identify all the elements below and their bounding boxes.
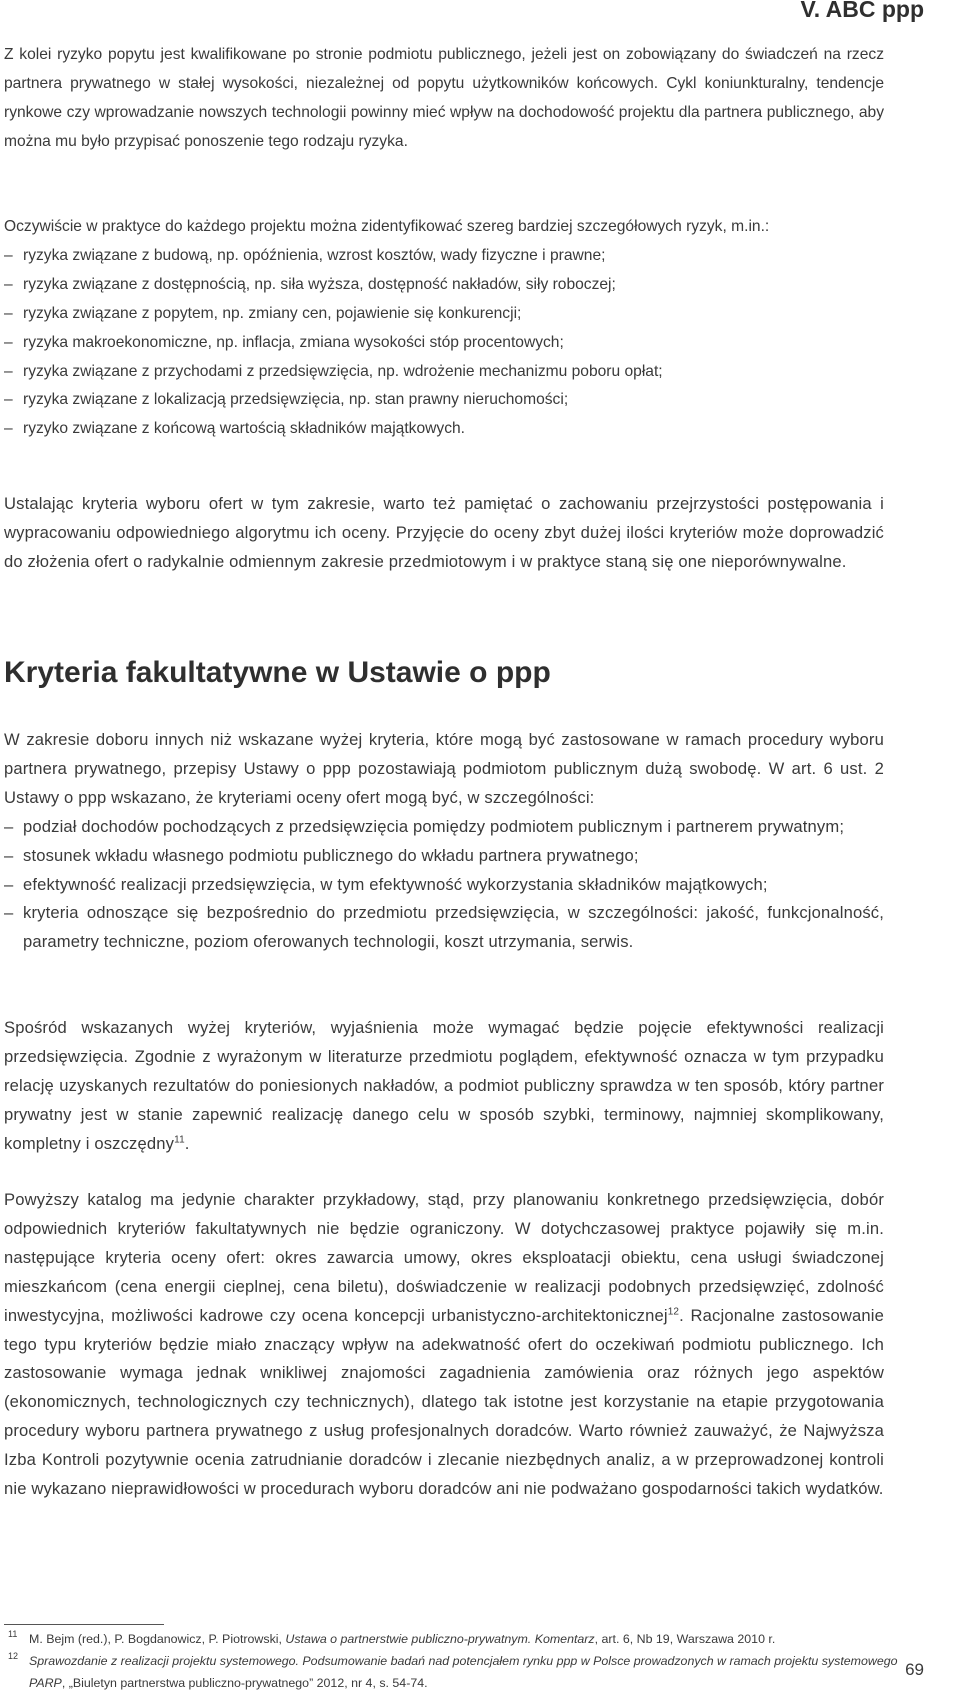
list-item: – ryzyko związane z końcową wartością składników majątkowych. xyxy=(4,420,465,438)
list-item: – podział dochodów pochodzących z przedsięwzięcia pomiędzy podmiotem publicznym i partnerem prywatnym; xyxy=(4,816,845,836)
footnote-ref-11: 11 xyxy=(174,1134,185,1146)
list-item: – ryzyka makroekonomiczne, np. inflacja, zmiana wysokości stóp procentowych; xyxy=(4,333,564,351)
footnote-11: 11 M. Bejm (red.), P. Bogdanowicz, P. Piotrowski, Ustawa o partnerstwie publiczno-prywatnym. Komentarz, art. 6, Nb 19, Warszawa 2010 r. xyxy=(8,1629,776,1646)
risk-list xyxy=(4,242,884,444)
list-item: – stosunek wkładu własnego podmiotu publicznego do wkładu partnera prywatnego; xyxy=(4,845,639,865)
list-item: – ryzyka związane z popytem, np. zmiany cen, pojawienie się konkurencji; xyxy=(4,304,522,322)
paragraph-criteria-transparency xyxy=(4,490,884,577)
paragraph-catalog xyxy=(4,1186,884,1504)
list-item: – kryteria odnoszące się bezpośrednio do przedmiotu przedsięwzięcia, w szczególności: jakość, funkcjonalność, parametry techniczne, poziom oferowanych technologii, koszt utrzymania, serwis. xyxy=(4,903,884,952)
page-number: 69 xyxy=(905,1660,924,1679)
paragraph-text: W zakresie doboru innych niż wskazane wyżej kryteria, które mogą być zastosowane w ramach procedury wyboru partnera prywatnego, przepisy Ustawy o ppp pozostawiają podmiotom publicznym dużą swobodę. W art. 6 ust. 2 Ustawy o ppp wskazano, że kryteriami oceny ofert mogą być, w szczególności: xyxy=(4,730,884,807)
footnote-ref-12: 12 xyxy=(667,1306,680,1318)
list-item: – ryzyka związane z budową, np. opóźnienia, wzrost kosztów, wady fizyczne i prawne; xyxy=(4,246,606,264)
risk-section xyxy=(4,213,884,444)
list-item: – efektywność realizacji przedsięwzięcia, w tym efektywność wykorzystania składników majątkowych; xyxy=(4,874,768,894)
chapter-header: V. ABC ppp xyxy=(800,0,924,22)
paragraph-text: Ustalając kryteria wyboru ofert w tym zakresie, warto też pamiętać o zachowaniu przejrzystości postępowania i wypracowaniu odpowiedniego algorytmu ich oceny. Przyjęcie do oceny zbyt dużej ilości kryteriów może doprowadzić do złożenia ofert o radykalnie odmiennym zakresie przedmiotowym i w praktyce staną się one nieporównywalne. xyxy=(4,494,884,571)
paragraph-text: Powyższy katalog ma jedynie charakter przykładowy, stąd, przy planowaniu konkretnego przedsięwzięcia, dobór odpowiednich kryteriów fakultatywnych nie będzie ograniczony. W dotychczasowej praktyce pojawiły się m.in. następujące kryteria oceny ofert: okres zawarcia umowy, okres eksploatacji obiektu, cena usługi świadczonej mieszkańcom (cena energii cieplnej, cena biletu), doświadczenie w realizacji podobnych przedsięwzięć, zdolność inwestycyjna, możliwości kadrowe czy ocena koncepcji urbanistyczno-architektonicznej$^{12}$. Racjonalne zastosowanie tego typu kryteriów będzie miało znaczący wpływ na adekwatność ofert do oczekiwań podmiotu publicznego. Ich zastosowanie wymaga jednak wnikliwej znajomości zagadnienia zamówienia oraz różnych jego aspektów (ekonomicznych, technologicznych czy technicznych), dlatego tak istotne jest korzystanie na etapie przygotowania procedury wyboru partnera prywatnego z usług profesjonalnych doradców. Warto również zauważyć, że Najwyższa Izba Kontroli pozytywnie ocenia zatrudnianie doradców i zlecanie niezbędnych analiz, a w przeprowadzonej kontroli nie wykazano nieprawidłowości w procedurach wyboru doradców ani nie podważano gospodarności takich wydatków. xyxy=(4,1190,884,1499)
list-item: – ryzyka związane z lokalizacją przedsięwzięcia, np. stan prawny nieruchomości; xyxy=(4,391,569,409)
footnote-12: 12 Sprawozdanie z realizacji projektu systemowego. Podsumowanie badań nad potencjałem rynku ppp w Polsce prowadzonych w ramach projektu systemowego PARP, „Biuletyn partnerstwa publiczno-prywatnego” 2012, nr 4, s. 54-74. xyxy=(8,1651,898,1690)
footnotes xyxy=(8,1628,908,1694)
paragraph-demand-risk xyxy=(4,41,884,157)
risk-intro: Oczywiście w praktyce do każdego projektu można zidentyfikować szereg bardziej szczegółowych ryzyk, m.in.: xyxy=(4,218,770,235)
list-item: – ryzyka związane z dostępnością, np. siła wyższa, dostępność nakładów, siły roboczej; xyxy=(4,275,616,293)
paragraph-text: Z kolei ryzyko popytu jest kwalifikowane po stronie podmiotu publicznego, jeżeli jest on zobowiązany do świadczeń na rzecz partnera prywatnego w stałej wysokości, niezależnej od popytu użytkowników końcowych. Cykl koniunkturalny, tendencje rynkowe czy wprowadzanie nowszych technologii powinny mieć wpływ na dochodowość projektu dla partnera publicznego, aby można mu było przypisać ponoszenie tego rodzaju ryzyka. xyxy=(4,46,884,150)
paragraph-text: Spośród wskazanych wyżej kryteriów, wyjaśnienia może wymagać będzie pojęcie efektywności realizacji przedsięwzięcia. Zgodnie z wyrażonym w literaturze przedmiotu poglądem, efektywność oznacza w tym przypadku relację uzyskanych rezultatów do poniesionych nakładów, a podmiot publiczny sprawdza w ten sposób, który partner prywatny jest w stanie zapewnić realizację danego celu w sposób szybki, terminowy, najmniej skomplikowany, kompletny i oszczędny$^{11}$. xyxy=(4,1018,884,1153)
section-heading: Kryteria fakultatywne w Ustawie o ppp xyxy=(4,656,551,689)
optional-criteria-section xyxy=(4,726,884,957)
list-item: – ryzyka związane z przychodami z przedsięwzięcia, np. wdrożenie mechanizmu poboru opłat; xyxy=(4,362,663,380)
footnote-divider xyxy=(4,1624,164,1625)
criteria-list xyxy=(4,813,884,958)
paragraph-efficiency xyxy=(4,1014,884,1159)
